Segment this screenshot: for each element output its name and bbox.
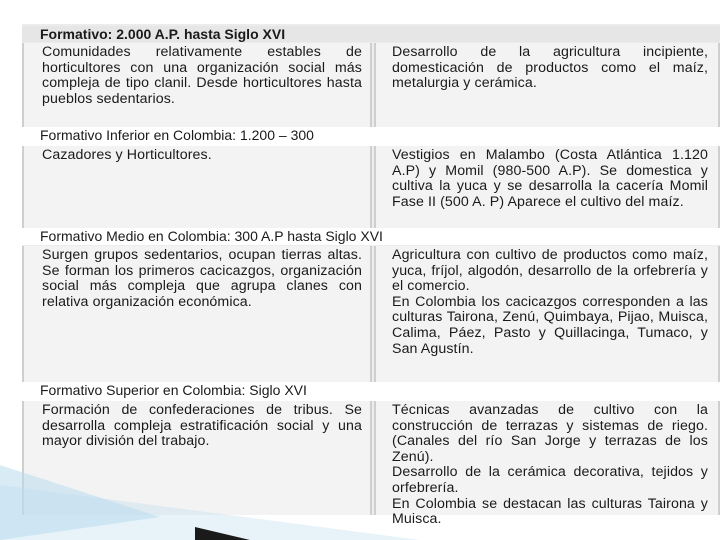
cell-text: Técnicas avanzadas de cultivo con la construcción de terrazas y sistemas de riego. (Canales del río San Jorge y terrazas de los Zenú). [392,402,708,465]
corner-decoration [0,455,420,540]
cell-text: Desarrollo de la cerámica decorativa, tejidos y orfebrería. [392,464,708,496]
cell-formativo-right [374,43,720,127]
cell-text: Desarrollo de la agricultura incipiente, domesticación de productos como el maíz, metalurgia y cerámica. [392,44,708,92]
cell-formativo-medio-right [374,246,720,382]
cell-text: Formación de confederaciones de tribus. Se desarrolla compleja estratificación social y una mayor división del trabajo. [42,402,362,450]
cell-text: En Colombia se destacan las culturas Tairona y Muisca. [392,495,708,528]
row-header-formativo-superior [22,382,720,399]
cell-text: Cazadores y Horticultores. [42,147,212,163]
cell-formativo-inferior-right [374,146,720,228]
cell-formativo-inferior-left [22,146,372,228]
cell-formativo-superior-right [374,401,720,528]
cell-text: Surgen grupos sedentarios, ocupan tierras altas. Se forman los primeros cacicazgos, organización social más compleja que agrupa clanes con relativa organización económica. [42,247,362,310]
row-header-text: Formativo Medio en Colombia: 300 A.P hasta Siglo XVI [40,228,383,244]
row-header-formativo [22,26,720,42]
cell-text: Comunidades relativamente estables de horticultores con una organización social más compleja de tipo clanil. Desde horticultores hasta pueblos sedentarios. [42,44,362,107]
cell-text: En Colombia los cacicazgos corresponden a las culturas Tairona, Zenú, Quimbaya, Pijao, Muisca, Calima, Páez, Pasto y Quillacinga, Tumaco, y San Agustín. [392,293,708,357]
row-header-text: Formativo Superior en Colombia: Siglo XVI [40,382,307,398]
cell-text: Vestigios en Malambo (Costa Atlántica 1.120 A.P) y Momil (980-500 A.P). Se domestica y cultiva la yuca y se desarrolla la cacería Momil Fase II (500 A. P) Aparece el cultivo del maíz. [392,147,708,210]
cell-formativo-medio-left [22,246,372,382]
row-header-text: Formativo: 2.000 A.P. hasta Siglo XVI [40,26,286,42]
cell-formativo-left [22,43,372,127]
cell-text: Agricultura con cultivo de productos como maíz, yuca, fríjol, algodón, desarrollo de la orfebrería y el comercio. [392,247,708,295]
row-header-text: Formativo Inferior en Colombia: 1.200 – 300 [40,127,314,143]
formativo-table [22,24,720,528]
row-header-formativo-medio [22,228,720,245]
row-header-formativo-inferior [22,127,720,143]
